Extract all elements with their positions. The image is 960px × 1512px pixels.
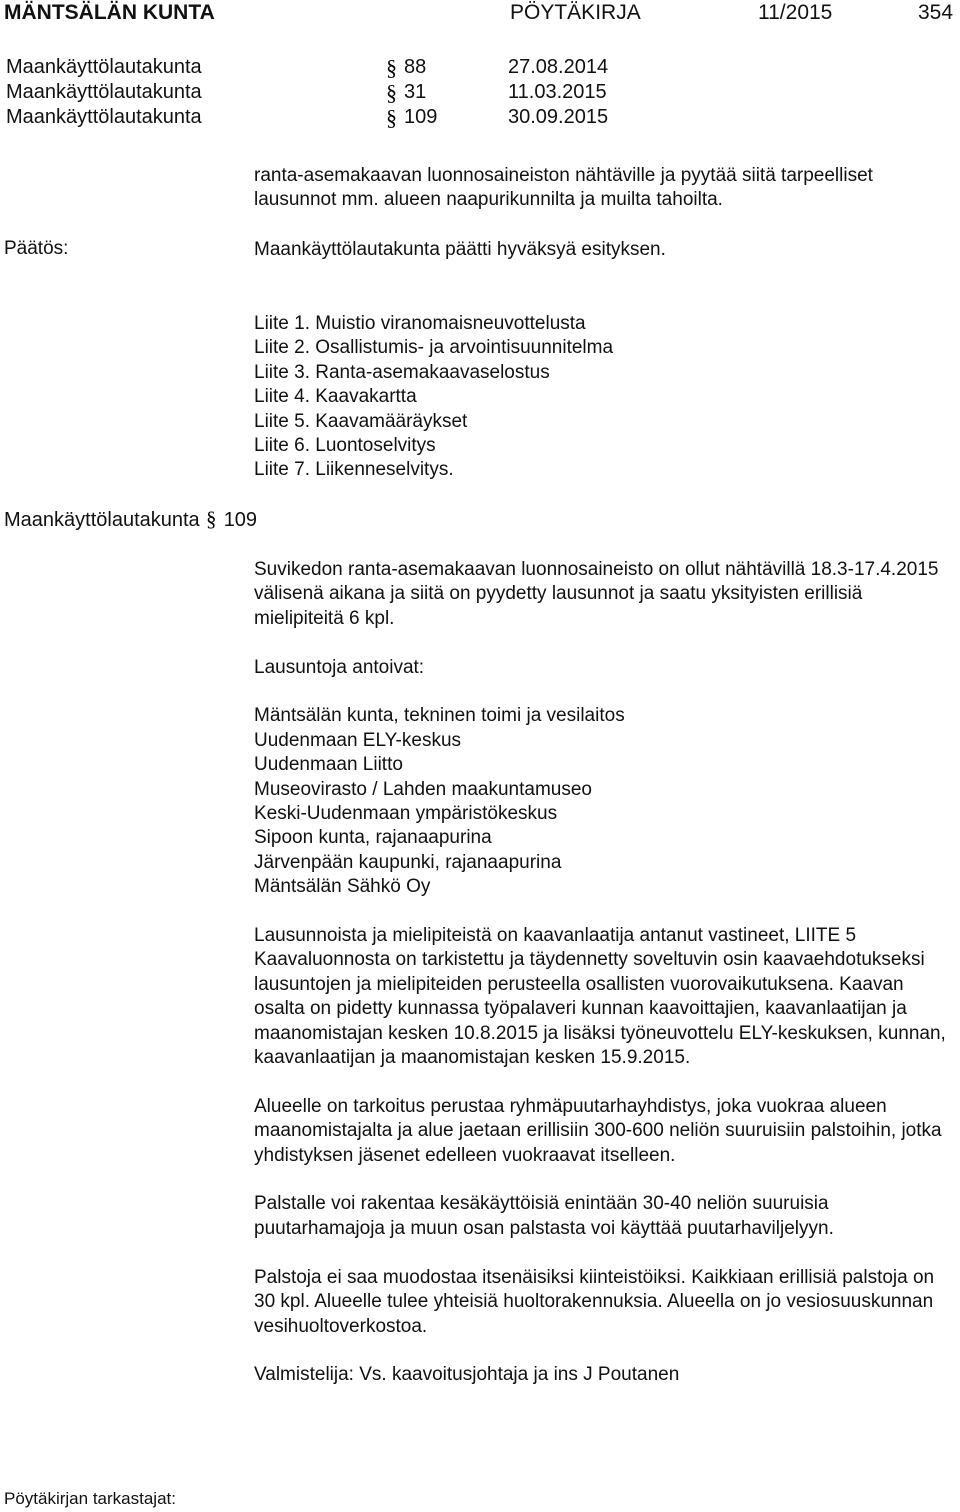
section-sign-icon (204, 508, 220, 530)
reference-body: Maankäyttölautakunta (6, 81, 202, 103)
document-number: 11/2015 (758, 1, 833, 24)
reference-row (6, 105, 706, 130)
attachment-item: Liite 7. Liikenneselvitys. (254, 459, 454, 481)
paragraph: Palstalle voi rakentaa kesäkäyttöisiä enintään 30-40 neliön suuruisia puutarhamajoja ja muun osan palstasta voi käyttää puutarhaviljelyyn. (254, 1193, 834, 1239)
statement-giver: Mäntsälän Sähkö Oy (254, 876, 431, 898)
paragraph: Palstoja ei saa muodostaa itsenäisiksi kiinteistöiksi. Kaikkiaan erillisiä palstoja on 30 kpl. Alueelle tulee yhteisiä huoltorakennuksia. Alueella on jo vesiosuuskunnan vesihuoltoverkostoa. (254, 1266, 935, 1337)
reviewers-label: Pöytäkirjan tarkastajat: (4, 1489, 176, 1508)
decision-label: Päätös: (4, 238, 69, 259)
reference-list (6, 55, 706, 130)
statement-giver: Sipoon kunta, rajanaapurina (254, 827, 492, 849)
statement-giver: Uudenmaan Liitto (254, 754, 403, 776)
attachment-item: Liite 3. Ranta-asemakaavaselostus (254, 361, 550, 383)
section-sign-icon (384, 55, 400, 80)
attachment-item: Liite 5. Kaavamääräykset (254, 410, 468, 432)
reference-date: 11.03.2015 (508, 81, 607, 103)
statements-heading: Lausuntoja antoivat: (254, 656, 425, 678)
current-section-body: Maankäyttölautakunta (4, 509, 200, 531)
reference-section: 31 (404, 81, 427, 103)
paragraph: Lausunnoista ja mielipiteistä on kaavanlaatija antanut vastineet, LIITE 5 Kaavaluonnosta on tarkistettu ja täydennetty soveltuvin osin kaavaehdotukseksi lausuntojen ja mielipiteiden perusteella osallisten vuorovaikutuksena. Kaavan osalta on pidetty kunnassa työpalaveri kunnan kaavoittajien, kaavanlaatijan ja maanomistajan kesken 10.8.2015 ja lisäksi työneuvottelu ELY-keskuksen, kunnan, kaavanlaatijan ja maanomistajan kesken 15.9.2015. (254, 925, 946, 1069)
organization-name: MÄNTSÄLÄN KUNTA (4, 1, 215, 24)
statement-giver: Mäntsälän kunta, tekninen toimi ja vesilaitos (254, 705, 625, 727)
page-number: 354 (918, 1, 954, 24)
attachment-item: Liite 1. Muistio viranomaisneuvottelusta (254, 313, 586, 334)
document-type: PÖYTÄKIRJA (510, 1, 641, 24)
attachment-item: Liite 6. Luontoselvitys (254, 435, 436, 457)
reference-row (6, 55, 706, 80)
reference-date: 30.09.2015 (508, 106, 609, 128)
section-body (254, 558, 954, 1388)
statement-giver: Järvenpään kaupunki, rajanaapurina (254, 851, 562, 873)
attachment-list (254, 312, 954, 483)
statement-giver: Uudenmaan ELY-keskus (254, 729, 462, 751)
reference-section: 109 (404, 106, 438, 128)
reference-body: Maankäyttölautakunta (6, 106, 202, 128)
statement-giver: Museovirasto / Lahden maakuntamuseo (254, 778, 592, 800)
section-sign-icon (384, 105, 400, 130)
svg-text:§: § (386, 80, 397, 105)
reference-date: 27.08.2014 (508, 56, 609, 78)
svg-text:§: § (386, 105, 397, 130)
paragraph: Alueelle on tarkoitus perustaa ryhmäpuutarhayhdistys, joka vuokraa alueen maanomistajalta ja alue jaetaan erillisiin 300-600 neliön suuruisiin palstoihin, jotka yhdistyksen jäsenet edelleen vuokraavat itselleen. (254, 1095, 942, 1166)
reference-section: 88 (404, 56, 427, 78)
svg-text:§: § (386, 55, 397, 80)
attachment-item: Liite 4. Kaavakartta (254, 386, 417, 408)
intro-text: ranta-asemakaavan luonnosaineiston nähtäville ja pyytää siitä tarpeelliset lausunnot mm. alueen naapurikunnilta ja muilta tahoilta. (254, 165, 873, 211)
reference-row (6, 80, 706, 105)
statement-givers-list (254, 704, 954, 899)
section-sign-icon (384, 80, 400, 105)
attachment-item: Liite 2. Osallistumis- ja arvointisuunnitelma (254, 337, 614, 359)
paragraph: Suvikedon ranta-asemakaavan luonnosaineisto on ollut nähtävillä 18.3-17.4.2015 välisenä aikana ja siitä on pyydetty lausunnot ja saatu yksityisten erillisiä mielipiteitä 6 kpl. (254, 559, 939, 629)
reference-body: Maankäyttölautakunta (6, 56, 202, 78)
current-section-number: 109 (223, 509, 258, 531)
decision-text: Maankäyttölautakunta päätti hyväksyä esityksen. (254, 239, 666, 260)
statement-giver: Keski-Uudenmaan ympäristökeskus (254, 803, 558, 825)
svg-text:§: § (205, 508, 217, 530)
current-section-heading (4, 508, 257, 532)
preparer-line: Valmistelija: Vs. kaavoitusjohtaja ja ins J Poutanen (254, 1364, 680, 1386)
